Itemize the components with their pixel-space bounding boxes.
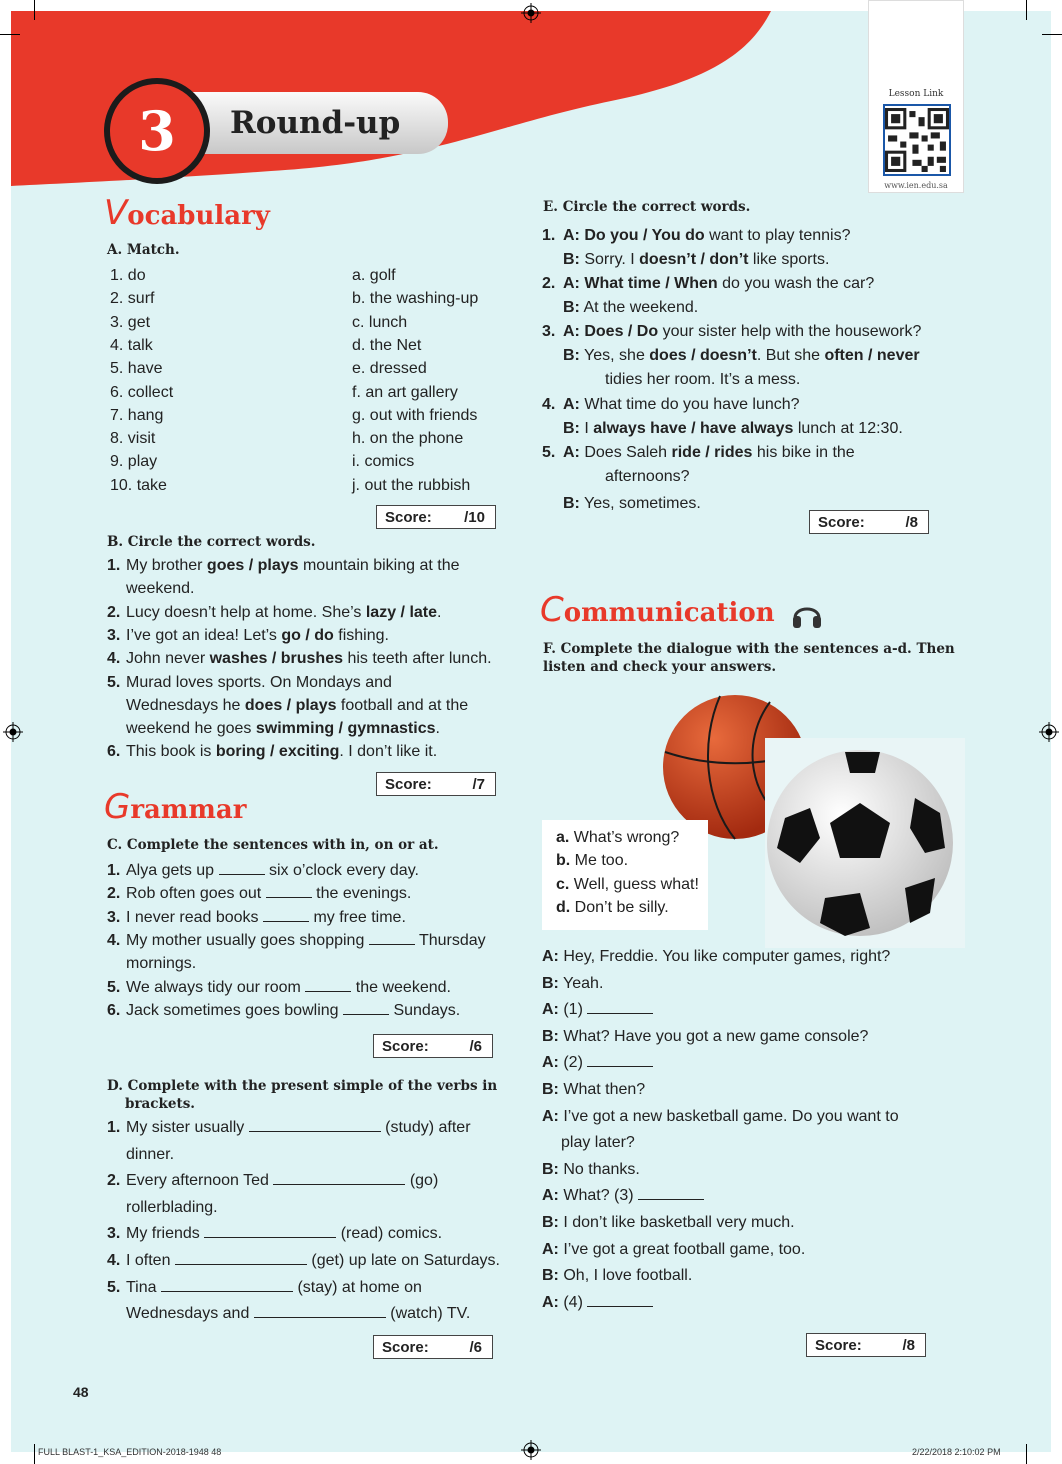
- word-choice[interactable]: always have / have always: [593, 420, 794, 437]
- word-choice[interactable]: go / do: [281, 626, 334, 644]
- answer-blank[interactable]: [343, 1001, 389, 1015]
- match-verb-item: 5. have: [110, 360, 163, 378]
- exercise-b-line: 6. This book is boring / exciting. I don’t like it.: [107, 743, 438, 761]
- dialogue-line: B: Oh, I love football.: [542, 1267, 693, 1285]
- exercise-d-line: 5. Tina (stay) at home on: [107, 1278, 422, 1296]
- registration-mark-icon: [1039, 722, 1059, 742]
- exercise-d-line: rollerblading.: [126, 1198, 218, 1216]
- answer-blank[interactable]: [254, 1304, 386, 1318]
- answer-blank[interactable]: [175, 1251, 307, 1265]
- exercise-d-line: 2. Every afternoon Ted (go): [107, 1172, 439, 1190]
- lesson-link-label: Lesson Link: [888, 89, 944, 99]
- answer-blank[interactable]: [369, 931, 415, 945]
- word-choice[interactable]: Do you / You do: [584, 227, 705, 244]
- exercise-e-line: B: Sorry. I doesn’t / don’t like sports.: [563, 251, 830, 268]
- score-box-d[interactable]: Score: /6: [373, 1335, 493, 1359]
- match-object-item: c. lunch: [352, 313, 408, 331]
- exercise-b-line: Wednesdays he does / plays football and at the: [126, 696, 469, 714]
- exercise-e-line: 1. A: Do you / You do want to play tennis?: [542, 227, 851, 244]
- exercise-e-line: 5. A: Does Saleh ride / rides his bike in the: [542, 444, 855, 461]
- dialogue-line: B: What? Have you got a new game console?: [542, 1027, 869, 1045]
- grammar-heading: Grammar: [104, 787, 247, 827]
- exercise-e-instruction: E. Circle the correct words.: [543, 199, 751, 215]
- dialogue-line: A: What? (3): [542, 1186, 704, 1206]
- registration-mark-icon: [521, 3, 541, 23]
- match-object-item: g. out with friends: [352, 406, 478, 424]
- match-object-item: j. out the rubbish: [352, 476, 471, 494]
- word-choice[interactable]: washes / brushes: [209, 650, 343, 668]
- answer-option: c. Well, guess what!: [556, 875, 699, 893]
- word-choice[interactable]: doesn’t / don’t: [639, 251, 749, 268]
- exercise-f-instruction: F. Complete the dialogue with the sentences a-d. Then listen and check your answers.: [543, 641, 955, 675]
- match-verb-item: 10. take: [110, 476, 167, 494]
- registration-mark-icon: [521, 1440, 541, 1460]
- exercise-d-line: 3. My friends (read) comics.: [107, 1225, 443, 1243]
- exercise-e-line: 4. A: What time do you have lunch?: [542, 396, 800, 413]
- exercise-e-line: B: Yes, she does / doesn’t. But she often / never: [563, 347, 920, 364]
- exercise-d-line: dinner.: [126, 1145, 175, 1163]
- score-box-a[interactable]: Score: /10: [376, 505, 496, 529]
- exercise-e-line: B: Yes, sometimes.: [563, 495, 701, 512]
- match-object-item: b. the washing-up: [352, 290, 479, 308]
- answer-blank[interactable]: [587, 1053, 653, 1067]
- word-choice[interactable]: What time / When: [584, 275, 718, 292]
- answer-blank[interactable]: [587, 1000, 653, 1014]
- qr-code-icon[interactable]: [883, 104, 951, 176]
- headphones-icon[interactable]: [790, 598, 824, 632]
- word-choice[interactable]: goes / plays: [206, 557, 299, 574]
- word-choice[interactable]: does / plays: [244, 696, 337, 714]
- answer-blank[interactable]: [266, 884, 312, 898]
- unit-number-badge: 3: [104, 78, 210, 184]
- answer-blank[interactable]: [204, 1224, 336, 1238]
- page-number: 48: [73, 1384, 89, 1400]
- print-footer-left: FULL BLAST-1_KSA_EDITION-2018-1948 48: [38, 1447, 222, 1457]
- exercise-c-line: 3. I never read books my free time.: [107, 908, 406, 926]
- exercise-c-line: 6. Jack sometimes goes bowling Sundays.: [107, 1001, 461, 1019]
- exercise-b-line: 4. John never washes / brushes his teeth after lunch.: [107, 650, 492, 668]
- match-verb-item: 8. visit: [110, 430, 156, 448]
- registration-mark-icon: [3, 722, 23, 742]
- football-image: [765, 738, 965, 948]
- dialogue-line: A: I’ve got a great football game, too.: [542, 1240, 806, 1258]
- word-choice[interactable]: Does / Do: [584, 323, 659, 340]
- answer-blank[interactable]: [249, 1118, 381, 1132]
- dialogue-line: A: (1): [542, 1000, 653, 1020]
- answer-blank[interactable]: [273, 1171, 405, 1185]
- dialogue-line: B: No thanks.: [542, 1160, 640, 1178]
- lesson-link-box[interactable]: [868, 0, 964, 193]
- match-verb-item: 1. do: [110, 267, 146, 284]
- word-choice[interactable]: ride / rides: [671, 444, 753, 461]
- score-box-c[interactable]: Score: /6: [373, 1034, 493, 1058]
- match-verb-item: 9. play: [110, 453, 158, 471]
- score-box-b[interactable]: Score: /7: [376, 772, 496, 796]
- communication-heading: Communication: [540, 590, 775, 630]
- exercise-e-line: B: At the weekend.: [563, 299, 699, 316]
- exercise-e-line: B: I always have / have always lunch at 12:30.: [563, 420, 903, 437]
- answer-option: b. Me too.: [556, 852, 629, 870]
- dialogue-line: A: (2): [542, 1053, 653, 1073]
- exercise-d-line: 4. I often (get) up late on Saturdays.: [107, 1252, 500, 1269]
- lesson-link-url[interactable]: www.ien.edu.sa: [884, 181, 948, 190]
- exercise-b-line: 3. I’ve got an idea! Let’s go / do fishing.: [107, 626, 389, 644]
- exercise-c-line: 2. Rob often goes out the evenings.: [107, 885, 412, 903]
- match-object-item: h. on the phone: [352, 430, 464, 448]
- dialogue-line: B: I don’t like basketball very much.: [542, 1214, 795, 1231]
- exercise-b-instruction: B. Circle the correct words.: [107, 534, 316, 550]
- unit-title: Round-up: [230, 105, 401, 141]
- dialogue-line: A: I’ve got a new basketball game. Do you want to: [542, 1107, 899, 1125]
- exercise-d-line: 1. My sister usually (study) after: [107, 1119, 471, 1136]
- answer-option: d. Don’t be silly.: [556, 898, 669, 916]
- print-footer-right: 2/22/2018 2:10:02 PM: [912, 1447, 1001, 1457]
- answer-options-box: [542, 820, 708, 930]
- dialogue-line: A: (4): [542, 1293, 653, 1313]
- match-verb-item: 3. get: [110, 313, 151, 331]
- dialogue-line: A: Hey, Freddie. You like computer games, right?: [542, 948, 891, 965]
- answer-blank[interactable]: [305, 978, 351, 992]
- match-verb-item: 4. talk: [110, 336, 153, 354]
- answer-option: a. What’s wrong?: [556, 829, 680, 846]
- exercise-c-instruction: C. Complete the sentences with in, on or at.: [107, 837, 439, 853]
- vocabulary-heading: Vocabulary: [104, 193, 270, 233]
- answer-blank[interactable]: [263, 908, 309, 922]
- exercise-d-line: Wednesdays and (watch) TV.: [126, 1305, 471, 1323]
- dialogue-line: B: What then?: [542, 1081, 646, 1098]
- match-object-item: a. golf: [352, 267, 396, 284]
- dialogue-line: play later?: [561, 1134, 635, 1152]
- exercise-b-line: 5. Murad loves sports. On Mondays and: [107, 673, 392, 691]
- word-choice[interactable]: does / doesn’t: [649, 347, 757, 364]
- exercise-c-line: mornings.: [126, 955, 197, 973]
- exercise-b-line: weekend he goes swimming / gymnastics.: [126, 720, 440, 738]
- exercise-b-line: weekend.: [126, 580, 195, 598]
- match-object-item: e. dressed: [352, 360, 427, 378]
- exercise-e-line: tidies her room. It’s a mess.: [605, 371, 801, 388]
- word-choice[interactable]: swimming / gymnastics: [255, 720, 436, 738]
- exercise-a-instruction: A. Match.: [107, 242, 180, 258]
- match-verb-item: 7. hang: [110, 406, 164, 424]
- exercise-c-line: 1. Alya gets up six o’clock every day.: [107, 862, 419, 879]
- exercise-b-line: 1. My brother goes / plays mountain biking at the: [107, 557, 460, 574]
- answer-blank[interactable]: [219, 861, 265, 875]
- word-choice[interactable]: often / never: [824, 347, 920, 364]
- score-box-e[interactable]: Score: /8: [809, 510, 929, 534]
- match-object-item: i. comics: [352, 453, 415, 471]
- match-verb-item: 2. surf: [110, 290, 155, 308]
- dialogue-line: B: Yeah.: [542, 974, 604, 992]
- word-choice[interactable]: lazy / late: [365, 603, 438, 621]
- exercise-b-line: 2. Lucy doesn’t help at home. She’s lazy / late.: [107, 603, 442, 621]
- exercise-d-instruction: D. Complete with the present simple of the verbs in brackets.: [107, 1078, 498, 1112]
- exercise-c-line: 4. My mother usually goes shopping Thursday: [107, 931, 486, 949]
- exercise-e-line: 3. A: Does / Do your sister help with the housework?: [542, 323, 922, 340]
- exercise-e-line: afternoons?: [605, 468, 690, 485]
- match-verb-item: 6. collect: [110, 383, 174, 401]
- match-object-item: f. an art gallery: [352, 383, 458, 401]
- answer-blank[interactable]: [587, 1293, 653, 1307]
- answer-blank[interactable]: [161, 1278, 293, 1292]
- word-choice[interactable]: boring / exciting: [215, 743, 340, 761]
- answer-blank[interactable]: [638, 1186, 704, 1200]
- score-box-f[interactable]: Score: /8: [806, 1333, 926, 1357]
- match-object-item: d. the Net: [352, 336, 422, 354]
- exercise-c-line: 5. We always tidy our room the weekend.: [107, 978, 451, 996]
- exercise-e-line: 2. A: What time / When do you wash the car?: [542, 275, 875, 292]
